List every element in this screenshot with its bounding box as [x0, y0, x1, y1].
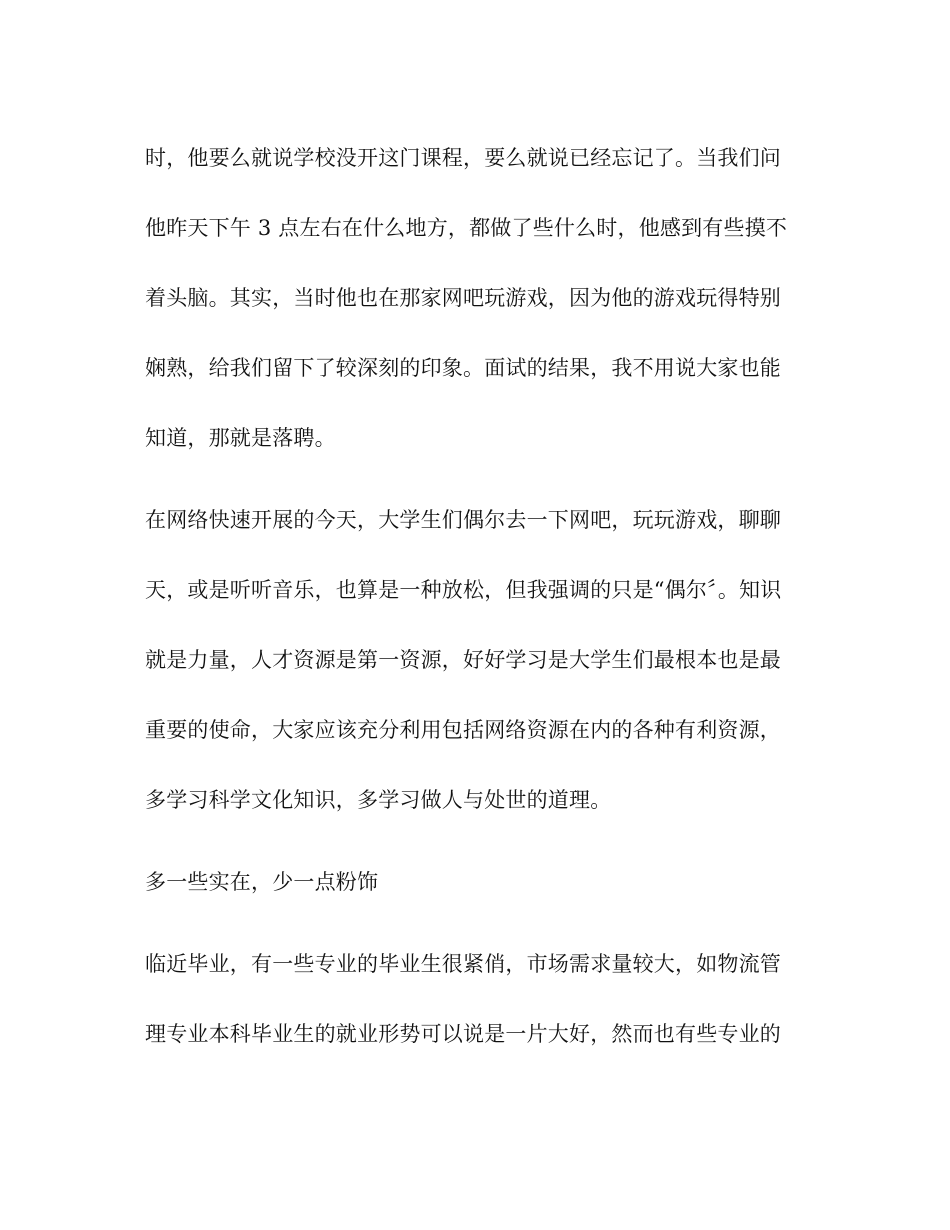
text-line: 他昨天下午 3 点左右在什么地方，都做了些什么时，他感到有些摸不 — [145, 216, 788, 240]
text-line: 在网络快速开展的今天，大学生们偶尔去一下网吧，玩玩游戏，聊聊 — [145, 508, 781, 532]
text-line: 天，或是听听音乐，也算是一种放松，但我强调的只是“偶尔〞。知识 — [145, 578, 782, 602]
section-heading: 多一些实在，少一点粉饰 — [145, 870, 379, 894]
text-line: 知道，那就是落聘。 — [145, 426, 336, 450]
text-line: 着头脑。其实，当时他也在那家网吧玩游戏，因为他的游戏玩得特别 — [145, 286, 781, 310]
text-line: 就是力量，人才资源是第一资源，好好学习是大学生们最根本也是最 — [145, 648, 781, 672]
text-line: 临近毕业，有一些专业的毕业生很紧俏，市场需求量较大，如物流管 — [145, 952, 781, 976]
text-line: 娴熟，给我们留下了较深刻的印象。面试的结果，我不用说大家也能 — [145, 356, 781, 380]
text-line: 多学习科学文化知识，多学习做人与处世的道理。 — [145, 788, 612, 812]
text-line: 重要的使命，大家应该充分利用包括网络资源在内的各种有利资源， — [145, 718, 781, 742]
text-line: 时，他要么就说学校没开这门课程，要么就说已经忘记了。当我们问 — [145, 146, 781, 170]
text-line: 理专业本科毕业生的就业形势可以说是一片大好，然而也有些专业的 — [145, 1022, 781, 1046]
